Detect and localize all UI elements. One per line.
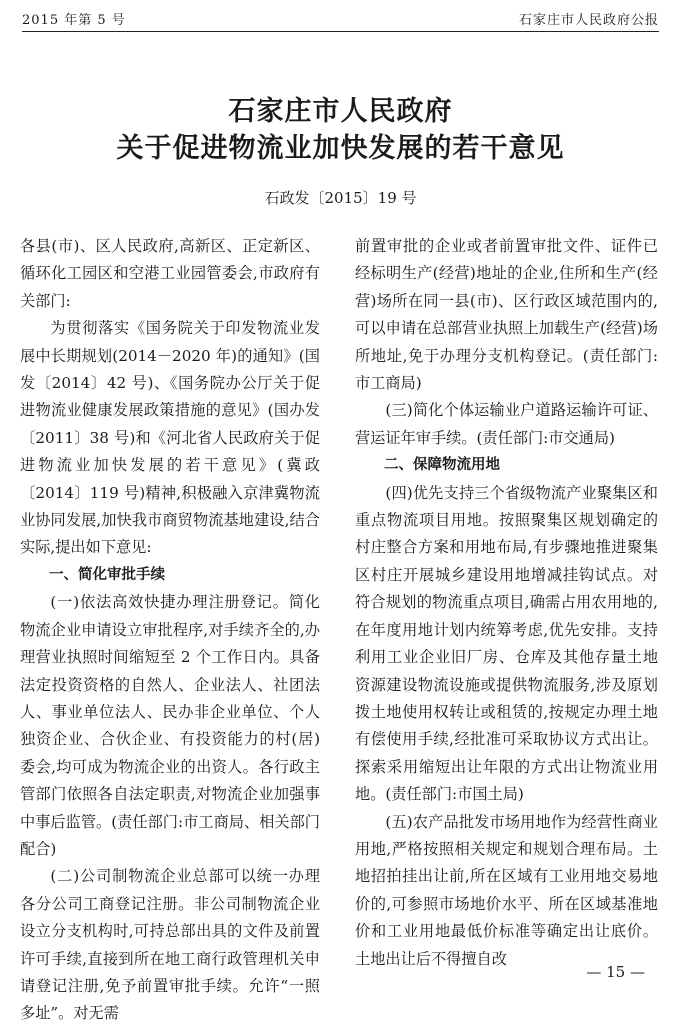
addressee: 各县(市)、区人民政府,高新区、正定新区、循环化工园区和空港工业园管委会,市政府有关部门: (20, 237, 320, 310)
item2-paragraph: (二)公司制物流企业总部可以统一办理各分公司工商登记注册。非公司制物流企业设立分支机构时,可持总部出具的文件及前置许可手续,直接到所在地工商行政管理机关申请登记注册,免予前置审批手续。允许“一照多址”。对无需 (20, 867, 320, 1023)
document-title-line2: 关于促进物流业加快发展的若干意见 (116, 133, 565, 164)
item4-paragraph: (四)优先支持三个省级物流产业聚集区和重点物流项目用地。按照聚集区规划确定的村庄整合方案和用地布局,有步骤地推进聚集区村庄开展城乡建设用地增减挂钩试点。对符合规划的物流重点项目,确需占用农用地的,在年度用地计划内统筹考虑,优先安排。支持利用工业企业旧厂房、仓库及其他存量土地资源建设物流设施或提供物流服务,涉及原划拨土地使用权转让或租赁的,按规定办理土地有偿使用手续,经批准可采取协议方式出让。探索采用缩短出让年限的方式出让物流业用地。(责任部门:市国土局) (355, 483, 658, 804)
publication-name: 石家庄市人民政府公报 (518, 13, 659, 28)
item3-paragraph: (三)简化个体运输业户道路运输许可证、营运证年审手续。(责任部门:市交通局) (355, 401, 658, 447)
item2-continued: 前置审批的企业或者前置审批文件、证件已经标明生产(经营)地址的企业,住所和生产(经营)场所在同一县(市)、区行政区域范围内的,可以申请在总部营业执照上加载生产(经营)场所地址,免于办理分支机构登记。(责任部门:市工商局) (355, 237, 658, 393)
intro-paragraph: 为贯彻落实《国务院关于印发物流业发展中长期规划(2014－2020 年)的通知》(国发〔2014〕42 号)、《国务院办公厅关于促进物流业健康发展政策措施的意见》(国办发〔2011〕38 号)和《河北省人民政府关于促进物流业加快发展的若干意见》(冀政〔2014〕119 号)精神,积极融入京津冀物流业协同发展,加快我市商贸物流基地建设,结合实际,提出如下意见: (20, 319, 320, 557)
page-number: — 15 — (586, 963, 645, 981)
section2-heading: 二、保障物流用地 (384, 457, 500, 474)
document-number: 石政发〔2015〕19 号 (264, 189, 417, 207)
item1-paragraph: (一)依法高效快捷办理注册登记。简化物流企业申请设立审批程序,对手续齐全的,办理营业执照时间缩短至 2 个工作日内。具备法定投资资格的自然人、企业法人、社团法人、事业单位法人、民办非企业单位、个人独资企业、合伙企业、有投资能力的村(居)委会,均可成为物流企业的出资人。各行政主管部门依照各自法定职责,对物流企业加强事中事后监管。(责任部门:市工商局、相关部门配合) (20, 593, 320, 858)
item5-paragraph: (五)农产品批发市场用地作为经营性商业用地,严格按照相关规定和规划合理布局。土地招拍挂出让前,所在区域有工业用地交易地价的,可参照市场地价水平、所在区域基准地价和工业用地最低价标准等确定出让底价。土地出让后不得擅自改 (355, 812, 658, 968)
left-column (20, 233, 320, 1028)
section1-heading: 一、简化审批手续 (49, 566, 165, 583)
issue-label: 2015 年第 5 号 (22, 13, 126, 28)
page-header (22, 6, 659, 32)
right-column (355, 233, 658, 973)
document-title-line1: 石家庄市人民政府 (228, 96, 453, 127)
